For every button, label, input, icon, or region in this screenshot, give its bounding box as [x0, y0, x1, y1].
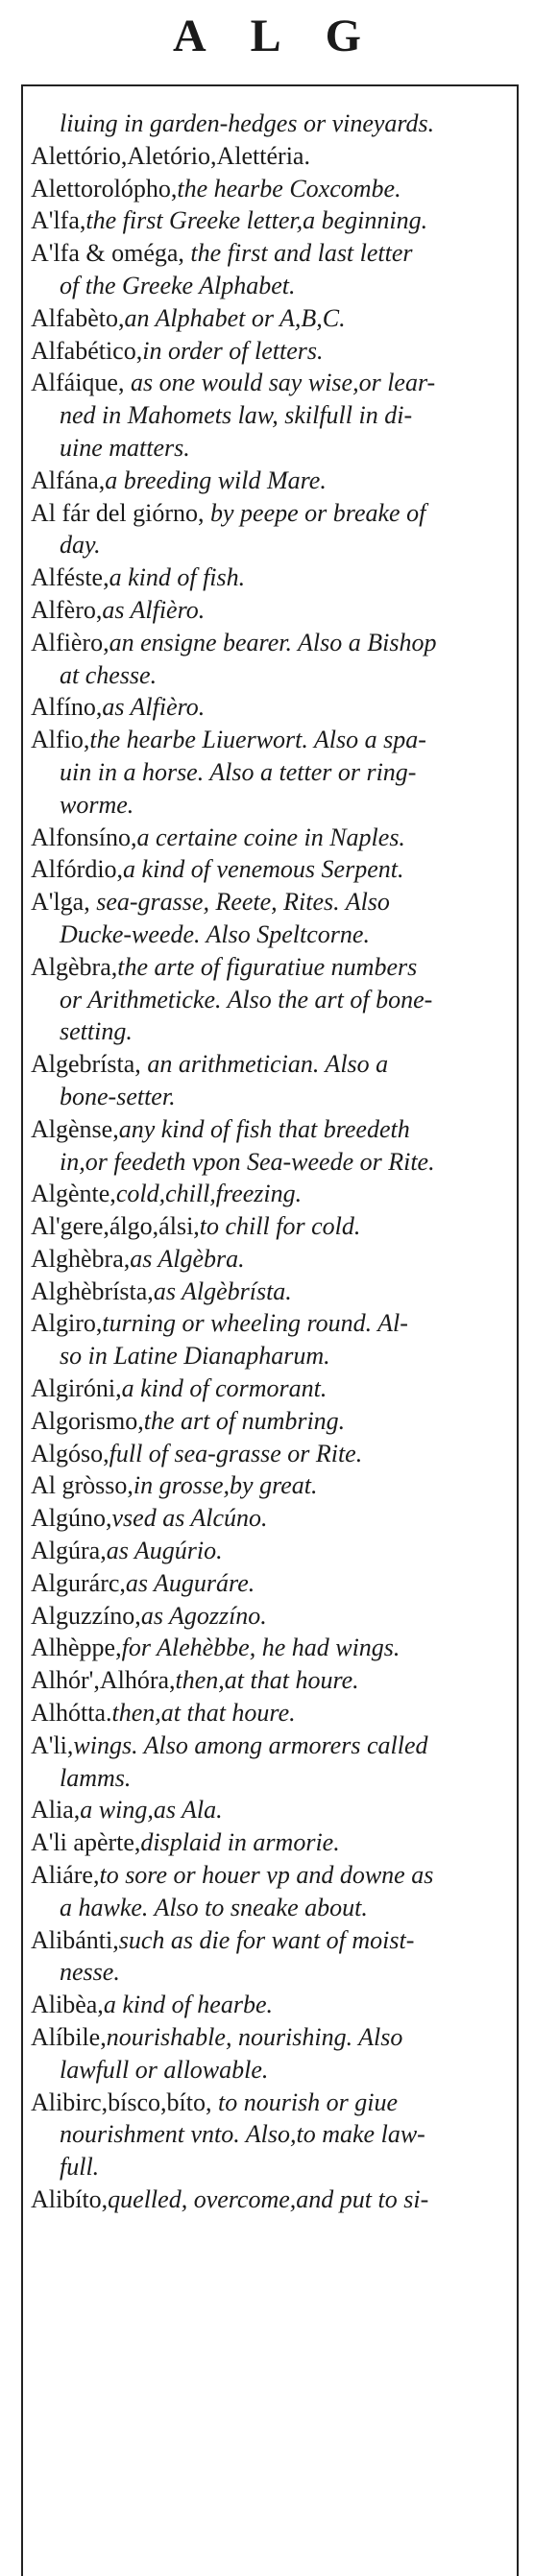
entry-definition: a kind of fish. — [109, 563, 246, 592]
entry-definition: as Alfièro. — [102, 595, 206, 624]
entry-definition: an ensigne bearer. Also a Bishop — [109, 628, 437, 656]
entry-definition: then,at that houre. — [175, 1666, 359, 1695]
entry-definition: lamms. — [60, 1763, 132, 1792]
dictionary-entry — [31, 2183, 511, 2216]
entry-definition: wings. Also among armorers called — [73, 1730, 428, 1759]
entry-headword: Algènte, — [31, 1180, 116, 1208]
entry-headword: Alfórdio, — [31, 855, 124, 884]
entry-definition: sea-grasse, Reete, Rites. Also — [89, 888, 390, 917]
entry-definition: the art of numbring. — [143, 1406, 346, 1435]
entry-headword: Algúra, — [31, 1537, 107, 1565]
entry-definition: day. — [60, 531, 101, 560]
entry-headword: Algènse, — [31, 1114, 119, 1143]
entry-definition: a kind of hearbe. — [103, 1991, 273, 2019]
dictionary-entry — [31, 1729, 511, 1762]
entry-definition: the arte of figuratiue numbers — [117, 952, 418, 981]
entry-continuation-line — [31, 432, 511, 465]
entry-continuation-line — [31, 1081, 511, 1113]
entry-headword: Alfèro, — [31, 595, 103, 624]
dictionary-entry — [31, 1989, 511, 2021]
entry-definition: then,at that houre. — [111, 1699, 296, 1728]
entry-definition: as one would say wise,or lear- — [124, 369, 436, 397]
dictionary-entry — [31, 1535, 511, 1567]
dictionary-entry — [31, 1178, 511, 1210]
entry-headword: Alhór',Alhóra, — [31, 1666, 176, 1695]
entry-headword: A'lfa, — [31, 206, 86, 235]
entry-headword: Alguzzíno, — [31, 1601, 141, 1630]
dictionary-entry — [31, 1243, 511, 1276]
dictionary-entry — [31, 951, 511, 984]
entry-definition: at chesse. — [60, 660, 158, 689]
entry-continuation-line — [31, 1340, 511, 1372]
entry-continuation-line — [31, 659, 511, 692]
entry-continuation-line — [31, 1146, 511, 1179]
entry-headword: Algiro, — [31, 1309, 103, 1338]
entry-definition: a kind of cormorant. — [121, 1374, 328, 1403]
entry-definition: to sore or houer vp and downe as — [99, 1861, 434, 1890]
entry-headword: Alghèbrísta, — [31, 1276, 154, 1305]
dictionary-entry — [31, 1924, 511, 1957]
dictionary-entry — [31, 497, 511, 530]
entry-headword: Alfáique, — [31, 369, 125, 397]
entry-continuation-line — [31, 2151, 511, 2183]
dictionary-entry — [31, 822, 511, 854]
text-column-frame — [21, 84, 519, 2576]
entry-headword: Alettorolópho, — [31, 174, 178, 203]
entry-definition: as Auguráre. — [125, 1568, 255, 1597]
entry-definition: as Augúrio. — [106, 1537, 223, 1565]
dictionary-entry — [31, 1859, 511, 1892]
dictionary-entry — [31, 691, 511, 724]
dictionary-entry — [31, 1502, 511, 1535]
dictionary-entry — [31, 1567, 511, 1600]
entry-definition: nourishment vnto. Also,to make law- — [60, 2120, 425, 2149]
entry-continuation-line — [31, 1015, 511, 1048]
entry-definition: to nourish or giue — [211, 2087, 399, 2116]
dictionary-entry — [31, 302, 511, 335]
entry-headword: Alibèa, — [31, 1991, 104, 2019]
entry-headword: Alibirc,bísco,bíto, — [31, 2087, 212, 2116]
entry-continuation-line — [31, 2118, 511, 2151]
entry-headword: Alia, — [31, 1796, 81, 1825]
entry-definition: an arithmetician. Also a — [140, 1050, 389, 1079]
entry-headword: Alfána, — [31, 465, 106, 494]
dictionary-entry — [31, 1697, 511, 1729]
dictionary-entry — [31, 594, 511, 627]
dictionary-entry — [31, 1210, 511, 1243]
entry-continuation-line — [31, 918, 511, 951]
entry-headword: Aliáre, — [31, 1861, 100, 1890]
dictionary-entry — [31, 237, 511, 270]
dictionary-entry — [31, 1826, 511, 1859]
entry-continuation-line — [31, 270, 511, 302]
entry-definition: setting. — [60, 1017, 133, 1046]
entry-definition: in,or feedeth vpon Sea-weede or Rite. — [60, 1147, 435, 1176]
entry-continuation-line — [31, 1892, 511, 1924]
entry-definition: the hearbe Liuerwort. Also a spa- — [89, 726, 426, 754]
entry-definition: quelled, overcome,and put to si- — [108, 2185, 429, 2213]
entry-definition: turning or wheeling round. Al- — [102, 1309, 408, 1338]
entry-definition: liuing in garden-hedges or vineyards. — [60, 109, 435, 137]
entry-definition: uin in a horse. Also a tetter or ring- — [60, 757, 417, 786]
entry-definition: of the Greeke Alphabet. — [60, 271, 296, 299]
dictionary-entry — [31, 140, 511, 173]
entry-definition: bone-setter. — [60, 1082, 176, 1110]
entry-definition: an Alphabet or A,B,C. — [124, 303, 346, 332]
entry-definition: full of sea-grasse or Rite. — [109, 1439, 363, 1467]
entry-continuation-line — [31, 107, 511, 140]
entry-headword: Alibíto, — [31, 2185, 109, 2213]
dictionary-entry — [31, 1794, 511, 1826]
entry-definition: worme. — [60, 790, 134, 819]
dictionary-entry — [31, 204, 511, 237]
entry-headword: Alféste, — [31, 563, 109, 592]
dictionary-entry — [31, 853, 511, 886]
entry-definition: nesse. — [60, 1958, 120, 1987]
entry-definition: as Agozzíno. — [140, 1601, 267, 1630]
entry-headword: Alibánti, — [31, 1925, 119, 1954]
entry-headword: Algèbra, — [31, 952, 118, 981]
dictionary-entry — [31, 1048, 511, 1081]
dictionary-entry — [31, 1600, 511, 1633]
running-head: ALG — [172, 11, 405, 61]
entry-continuation-line — [31, 1956, 511, 1989]
entry-definition: the first Greeke letter,a beginning. — [85, 206, 428, 235]
dictionary-entry — [31, 1632, 511, 1664]
entry-definition: a breeding wild Mare. — [105, 465, 327, 494]
dictionary-entry — [31, 2021, 511, 2054]
entry-definition: the first and last letter — [183, 239, 413, 268]
entry-definition: any kind of fish that breedeth — [118, 1114, 410, 1143]
entry-headword: A'li apèrte, — [31, 1828, 141, 1857]
entry-headword: Alfonsíno, — [31, 823, 137, 851]
entry-definition: for Alehèbbe, he had wings. — [121, 1634, 400, 1662]
entry-continuation-line — [31, 2054, 511, 2087]
entry-definition: uine matters. — [60, 433, 190, 462]
entry-definition: as Algèbra. — [130, 1244, 245, 1273]
entry-headword: A'lga, — [31, 888, 90, 917]
entry-continuation-line — [31, 1762, 511, 1795]
entry-definition: vsed as Alcúno. — [111, 1504, 268, 1533]
entry-headword: Alfièro, — [31, 628, 109, 656]
entry-definition: Ducke-weede. Also Speltcorne. — [60, 919, 370, 948]
entry-definition: as Algèbrísta. — [153, 1276, 292, 1305]
dictionary-entry — [31, 1113, 511, 1146]
entry-definition: so in Latine Dianapharum. — [60, 1342, 330, 1371]
dictionary-entry — [31, 335, 511, 368]
entry-definition: ned in Mahomets law, skilfull in di- — [60, 401, 413, 430]
entry-definition: lawfull or allowable. — [60, 2055, 269, 2084]
dictionary-entry — [31, 1405, 511, 1438]
entry-headword: Alhótta. — [31, 1699, 112, 1728]
entry-headword: Algóso, — [31, 1439, 109, 1467]
entry-definition: by peepe or breake of — [204, 498, 426, 527]
dictionary-entry — [31, 1664, 511, 1697]
entry-definition: nourishable, nourishing. Also — [106, 2023, 403, 2052]
entry-headword: Al gròsso, — [31, 1471, 134, 1500]
entry-headword: Alfio, — [31, 726, 90, 754]
entry-definition: a hawke. Also to sneake about. — [60, 1893, 368, 1921]
entry-definition: to chill for cold. — [199, 1212, 361, 1241]
entry-headword: Alfabèto, — [31, 303, 125, 332]
entry-headword: Alettório,Aletório,Alettéria. — [31, 141, 310, 170]
dictionary-entry — [31, 367, 511, 399]
dictionary-entry — [31, 1469, 511, 1502]
dictionary-entry — [31, 724, 511, 756]
dictionary-entry — [31, 1438, 511, 1470]
entry-headword: Alfabético, — [31, 336, 143, 365]
dictionary-entry — [31, 1276, 511, 1308]
entry-definition: in grosse,by great. — [133, 1471, 318, 1500]
entry-headword: Algurárc, — [31, 1568, 126, 1597]
entry-continuation-line — [31, 529, 511, 561]
entry-headword: Al fár del giórno, — [31, 498, 205, 527]
dictionary-entry — [31, 627, 511, 659]
entry-definition: as Alfièro. — [102, 693, 206, 722]
entry-definition: or Arithmeticke. Also the art of bone- — [60, 985, 433, 1014]
entry-definition: cold,chill,freezing. — [115, 1180, 303, 1208]
dictionary-entry — [31, 173, 511, 205]
entry-definition: such as die for want of moist- — [118, 1925, 415, 1954]
entry-headword: Algebrísta, — [31, 1050, 141, 1079]
dictionary-entry — [31, 1307, 511, 1340]
dictionary-entry — [31, 2087, 511, 2119]
dictionary-entry — [31, 561, 511, 594]
entry-continuation-line — [31, 984, 511, 1016]
entry-headword: Algúno, — [31, 1504, 112, 1533]
entry-headword: Alhèppe, — [31, 1634, 122, 1662]
entry-definition: a kind of venemous Serpent. — [123, 855, 404, 884]
entry-definition: full. — [60, 2153, 100, 2182]
entry-headword: A'li, — [31, 1730, 74, 1759]
entry-definition: a wing,as Ala. — [80, 1796, 223, 1825]
entry-definition: displaid in armorie. — [140, 1828, 340, 1857]
entry-headword: Algiróni, — [31, 1374, 122, 1403]
entry-headword: Algorismo, — [31, 1406, 144, 1435]
entry-list — [31, 107, 511, 2216]
entry-headword: Al'gere,álgo,álsi, — [31, 1212, 200, 1241]
dictionary-entry — [31, 886, 511, 918]
dictionary-entry — [31, 1372, 511, 1405]
entry-headword: Alíbile, — [31, 2023, 107, 2052]
entry-headword: Alghèbra, — [31, 1244, 131, 1273]
entry-definition: the hearbe Coxcombe. — [177, 174, 401, 203]
entry-headword: Alfíno, — [31, 693, 103, 722]
dictionary-entry — [31, 465, 511, 497]
page-header — [0, 0, 534, 77]
entry-headword: A'lfa & oméga, — [31, 239, 184, 268]
entry-definition: a certaine coine in Naples. — [136, 823, 405, 851]
entry-definition: in order of letters. — [142, 336, 324, 365]
entry-continuation-line — [31, 399, 511, 432]
entry-continuation-line — [31, 789, 511, 822]
entry-continuation-line — [31, 756, 511, 789]
